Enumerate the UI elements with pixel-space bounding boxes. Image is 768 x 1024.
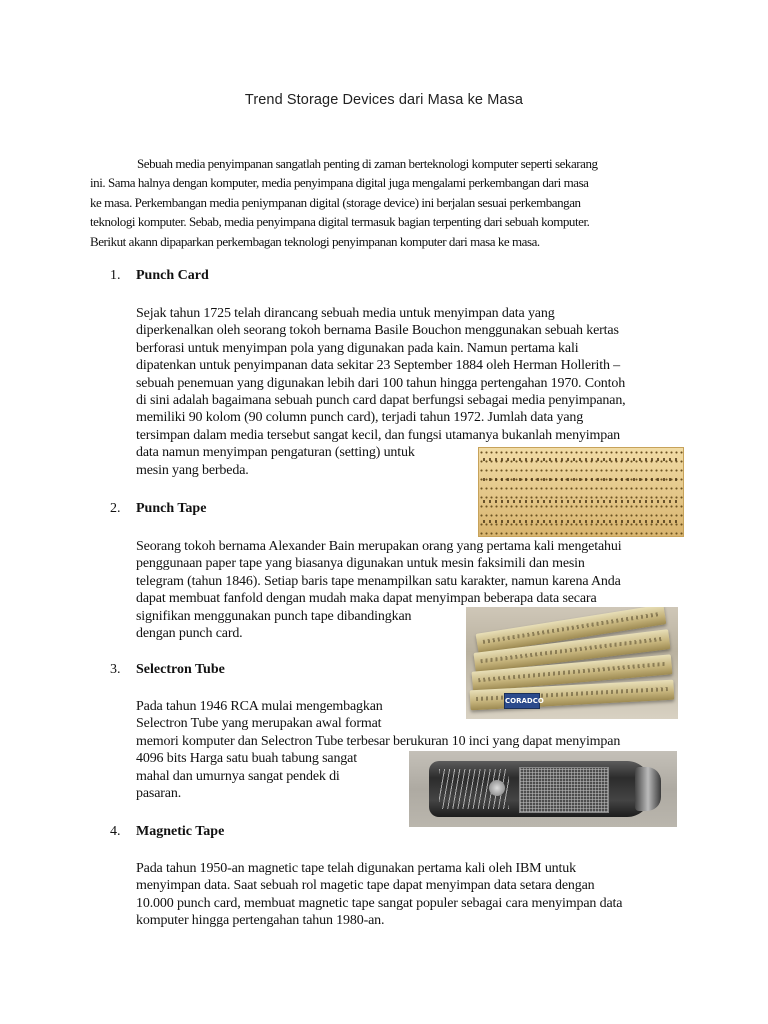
paragraph-line: data namun menyimpan pengaturan (setting) untuk <box>136 445 415 461</box>
paragraph-line: Selectron Tube yang merupakan awal format <box>136 716 382 732</box>
paragraph-line: 4096 bits Harga satu buah tabung sangat <box>136 751 357 767</box>
paragraph-line: dipatenkan untuk penyimpanan data sekitar 23 September 1884 oleh Herman Hollerith – <box>136 358 621 374</box>
section-heading-magnetic-tape <box>110 824 224 840</box>
intro-line: Sebuah media penyimpanan sangatlah penting di zaman berteknologi komputer seperti sekarang <box>137 156 598 171</box>
document-title: Trend Storage Devices dari Masa ke Masa <box>244 92 524 108</box>
section-paragraph-magnetic-tape <box>136 860 622 930</box>
paragraph-line: tersimpan dalam media tersebut sangat kecil, dan fungsi utamanya bukanlah menyimpan <box>136 427 621 443</box>
section-number: 1. <box>110 268 121 283</box>
paragraph-line: memiliki 90 kolom (90 column punch card), terjadi tahun 1972. Jumlah data yang <box>136 410 584 426</box>
paragraph-line: komputer hingga pertengahan tahun 1980-an. <box>136 913 385 929</box>
section-number: 2. <box>110 501 121 516</box>
selectron-tube-image <box>409 751 677 827</box>
paragraph-line: berforasi untuk menyimpan pola yang digunakan pada kain. Namun pertama kali <box>136 340 579 356</box>
paragraph-line: memori komputer dan Selectron Tube terbesar berukuran 10 inci yang dapat menyimpan <box>136 733 621 749</box>
paragraph-line: dapat membuat fanfold dengan mudah maka dapat menyimpan beberapa data secara <box>136 591 597 607</box>
intro-line: ini. Sama halnya dengan komputer, media penyimpana digital juga mengalami perkembangan dari masa <box>90 175 589 191</box>
section-title: Selectron Tube <box>136 662 225 677</box>
punch-card-image <box>478 447 684 537</box>
paragraph-line: mesin yang berbeda. <box>136 462 249 478</box>
paragraph-line: Seorang tokoh bernama Alexander Bain merupakan orang yang pertama kali mengetahui <box>136 539 622 554</box>
paragraph-line: pasaran. <box>136 786 182 802</box>
paragraph-line: Sejak tahun 1725 telah dirancang sebuah media untuk menyimpan data yang <box>136 306 555 321</box>
section-number: 3. <box>110 662 121 677</box>
paragraph-line: Pada tahun 1950-an magnetic tape telah digunakan pertama kali oleh IBM untuk <box>136 861 576 876</box>
paragraph-line: sebuah penemuan yang digunakan lebih dari 100 tahun hingga pertengahan 1970. Contoh <box>136 375 626 391</box>
paragraph-line: dengan punch card. <box>136 626 243 642</box>
section-number: 4. <box>110 824 121 839</box>
paragraph-line: di sini adalah bagaimana sebuah punch card dapat berfungsi sebagai media penyimpanan, <box>136 393 626 409</box>
section-title: Punch Tape <box>136 501 207 516</box>
tape-brand-label: CORADCO <box>504 693 540 709</box>
paragraph-line: Pada tahun 1946 RCA mulai mengembagkan <box>136 699 383 714</box>
section-heading-punch-tape <box>110 501 206 517</box>
section-title: Punch Card <box>136 268 209 283</box>
section-title: Magnetic Tape <box>136 824 225 839</box>
paragraph-line: penggunaan paper tape yang biasanya digunakan untuk mesin faksimili dan mesin <box>136 556 585 572</box>
paragraph-line: signifikan menggunakan punch tape dibandingkan <box>136 608 412 624</box>
paragraph-line: 10.000 punch card, membuat magnetic tape sangat populer sebagai cara menyimpan data <box>136 895 623 911</box>
section-heading-selectron-tube <box>110 662 225 678</box>
intro-line: teknologi komputer. Sebab, media penyimpana digital termasuk bagian terpenting dari sebuah komputer. <box>90 214 590 230</box>
paragraph-line: mahal dan umurnya sangat pendek di <box>136 768 340 784</box>
paragraph-line: menyimpan data. Saat sebuah rol magetic tape dapat menyimpan data setara dengan <box>136 878 595 894</box>
section-heading-punch-card <box>110 268 209 284</box>
intro-line: ke masa. Perkembangan media peniympanan digital (storage device) ini berjalan sesuai perkembangan <box>90 194 581 210</box>
intro-paragraph <box>90 154 675 251</box>
intro-line: Berikut akann dipaparkan perkembagan teknologi penyimpanan komputer dari masa ke masa. <box>90 233 540 249</box>
paragraph-line: telegram (tahun 1846). Setiap baris tape menampilkan satu karakter, namun karena Anda <box>136 573 621 589</box>
paragraph-line: diperkenalkan oleh seorang tokoh bernama Basile Bouchon menggunakan sebuah kertas <box>136 323 619 339</box>
